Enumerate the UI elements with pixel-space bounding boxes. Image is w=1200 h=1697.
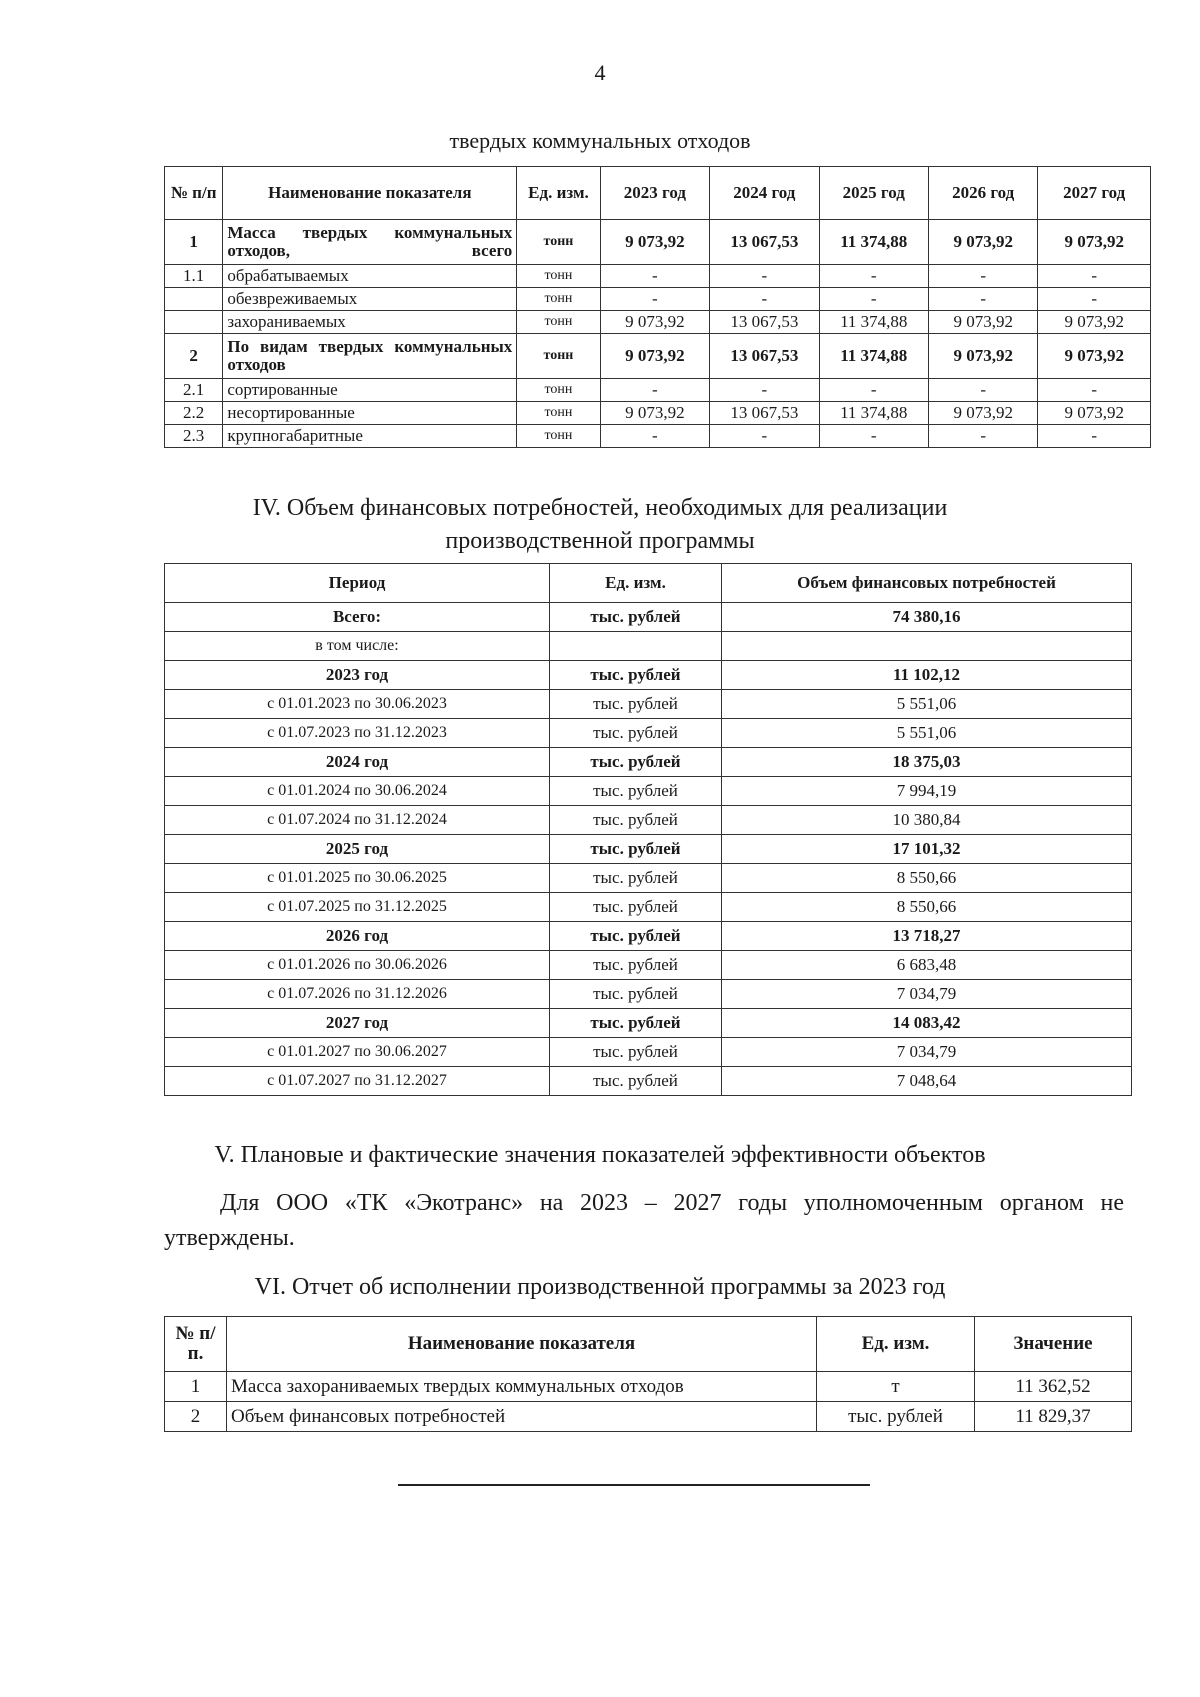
row-value: - — [1038, 265, 1151, 288]
table-row — [165, 893, 1132, 922]
table-row — [165, 864, 1132, 893]
row-value: - — [710, 379, 819, 402]
row-unit: тыс. рублей — [550, 661, 722, 690]
row-value: 9 073,92 — [600, 311, 709, 334]
table-row — [165, 980, 1132, 1009]
row-name: По видам твердых коммунальных отходов — [223, 334, 517, 379]
row-value: 9 073,92 — [928, 311, 1037, 334]
row-value: 7 034,79 — [722, 980, 1132, 1009]
section6-title: VI. Отчет об исполнении производственной программы за 2023 год — [254, 1274, 946, 1300]
table-row — [165, 288, 1151, 311]
row-num: 2.2 — [165, 402, 223, 425]
row-period: с 01.07.2023 по 31.12.2023 — [165, 719, 550, 748]
table-row — [165, 719, 1132, 748]
row-value: 11 102,12 — [722, 661, 1132, 690]
row-unit: тыс. рублей — [550, 922, 722, 951]
row-value: 13 067,53 — [710, 220, 819, 265]
row-value: 9 073,92 — [1038, 334, 1151, 379]
row-value: - — [819, 379, 928, 402]
row-num: 2 — [165, 334, 223, 379]
table-row — [165, 220, 1151, 265]
col-header-2025: 2025 год — [819, 167, 928, 220]
row-period: 2025 год — [165, 835, 550, 864]
execution-report-table — [164, 1316, 1132, 1432]
financial-needs-table — [164, 563, 1132, 1096]
row-value: 9 073,92 — [600, 220, 709, 265]
row-unit: тыс. рублей — [550, 864, 722, 893]
row-value: 5 551,06 — [722, 690, 1132, 719]
table-header-row — [165, 1317, 1132, 1372]
row-value: 11 374,88 — [819, 220, 928, 265]
row-unit: тонн — [517, 402, 600, 425]
col-header-value: Значение — [975, 1317, 1132, 1372]
row-unit: тыс. рублей — [550, 690, 722, 719]
col-header-num: № п/п. — [165, 1317, 227, 1372]
row-num — [165, 288, 223, 311]
table-row — [165, 748, 1132, 777]
row-value: 7 034,79 — [722, 1038, 1132, 1067]
row-value: - — [819, 265, 928, 288]
row-value: 10 380,84 — [722, 806, 1132, 835]
section4-title — [0, 492, 1200, 558]
row-num: 1.1 — [165, 265, 223, 288]
row-period: в том числе: — [165, 632, 550, 661]
col-header-2026: 2026 год — [928, 167, 1037, 220]
col-header-volume: Объем финансовых потребностей — [722, 564, 1132, 603]
row-value: 9 073,92 — [928, 220, 1037, 265]
row-value: - — [1038, 425, 1151, 448]
row-value: - — [928, 265, 1037, 288]
row-value: 9 073,92 — [928, 334, 1037, 379]
col-header-name: Наименование показателя — [223, 167, 517, 220]
row-unit: тыс. рублей — [550, 1038, 722, 1067]
row-value: 8 550,66 — [722, 864, 1132, 893]
table-row — [165, 835, 1132, 864]
row-value: 11 374,88 — [819, 311, 928, 334]
row-value: - — [928, 288, 1037, 311]
row-value: 5 551,06 — [722, 719, 1132, 748]
row-value: 13 067,53 — [710, 402, 819, 425]
row-unit: тыс. рублей — [550, 748, 722, 777]
row-value: 74 380,16 — [722, 603, 1132, 632]
row-name: сортированные — [223, 379, 517, 402]
row-value: 9 073,92 — [1038, 402, 1151, 425]
col-header-num: № п/п — [165, 167, 223, 220]
row-unit: тонн — [517, 425, 600, 448]
row-name: несортированные — [223, 402, 517, 425]
waste-mass-table — [164, 166, 1151, 448]
page-number: 4 — [594, 60, 606, 85]
row-unit — [550, 632, 722, 661]
table-row — [165, 265, 1151, 288]
row-num: 2.1 — [165, 379, 223, 402]
row-unit: т — [817, 1372, 975, 1402]
row-name: Масса твердых коммунальных отходов, всего — [223, 220, 517, 265]
row-name: Объем финансовых потребностей — [227, 1402, 817, 1432]
row-value: 11 829,37 — [975, 1402, 1132, 1432]
row-num — [165, 311, 223, 334]
table-header-row — [165, 564, 1132, 603]
row-value: - — [819, 425, 928, 448]
table-row — [165, 1402, 1132, 1432]
row-period: с 01.01.2024 по 30.06.2024 — [165, 777, 550, 806]
row-unit: тыс. рублей — [550, 806, 722, 835]
col-header-2027: 2027 год — [1038, 167, 1151, 220]
row-num: 2 — [165, 1402, 227, 1432]
row-value: - — [600, 265, 709, 288]
row-period: с 01.07.2025 по 31.12.2025 — [165, 893, 550, 922]
row-num: 1 — [165, 220, 223, 265]
row-value: 9 073,92 — [1038, 220, 1151, 265]
row-value: - — [819, 288, 928, 311]
row-unit: тыс. рублей — [550, 980, 722, 1009]
table-row — [165, 777, 1132, 806]
col-header-period: Период — [165, 564, 550, 603]
table-row — [165, 1038, 1132, 1067]
table-row — [165, 1372, 1132, 1402]
table-row — [165, 661, 1132, 690]
row-value: 13 067,53 — [710, 334, 819, 379]
col-header-unit: Ед. изм. — [517, 167, 600, 220]
row-unit: тонн — [517, 379, 600, 402]
row-unit: тонн — [517, 265, 600, 288]
row-value: 9 073,92 — [600, 402, 709, 425]
row-unit: тыс. рублей — [550, 777, 722, 806]
row-value: 17 101,32 — [722, 835, 1132, 864]
row-value: 13 067,53 — [710, 311, 819, 334]
row-value: 8 550,66 — [722, 893, 1132, 922]
row-period: с 01.07.2027 по 31.12.2027 — [165, 1067, 550, 1096]
row-unit: тыс. рублей — [550, 951, 722, 980]
row-period: 2023 год — [165, 661, 550, 690]
section5-title: V. Плановые и фактические значения показателей эффективности объектов — [214, 1142, 986, 1168]
row-unit: тыс. рублей — [550, 603, 722, 632]
col-header-2023: 2023 год — [600, 167, 709, 220]
table-row — [165, 922, 1132, 951]
row-unit: тыс. рублей — [817, 1402, 975, 1432]
row-value: 18 375,03 — [722, 748, 1132, 777]
row-period: с 01.01.2025 по 30.06.2025 — [165, 864, 550, 893]
table-row — [165, 1009, 1132, 1038]
row-value: 11 362,52 — [975, 1372, 1132, 1402]
table-row — [165, 1067, 1132, 1096]
row-value: 7 994,19 — [722, 777, 1132, 806]
row-value: 9 073,92 — [928, 402, 1037, 425]
row-unit: тыс. рублей — [550, 835, 722, 864]
col-header-2024: 2024 год — [710, 167, 819, 220]
row-value: 14 083,42 — [722, 1009, 1132, 1038]
row-period: 2026 год — [165, 922, 550, 951]
row-name: обезвреживаемых — [223, 288, 517, 311]
row-value: - — [928, 425, 1037, 448]
row-name: захораниваемых — [223, 311, 517, 334]
table-row — [165, 402, 1151, 425]
row-value: - — [600, 425, 709, 448]
row-period: 2027 год — [165, 1009, 550, 1038]
row-unit: тыс. рублей — [550, 893, 722, 922]
row-unit: тонн — [517, 288, 600, 311]
row-value: 9 073,92 — [1038, 311, 1151, 334]
row-period: 2024 год — [165, 748, 550, 777]
table-row — [165, 632, 1132, 661]
table-header-row — [165, 167, 1151, 220]
row-period: Всего: — [165, 603, 550, 632]
row-unit: тонн — [517, 220, 600, 265]
row-name: Масса захораниваемых твердых коммунальных отходов — [227, 1372, 817, 1402]
row-value: 13 718,27 — [722, 922, 1132, 951]
row-value: - — [1038, 379, 1151, 402]
row-period: с 01.07.2024 по 31.12.2024 — [165, 806, 550, 835]
row-value: - — [928, 379, 1037, 402]
table-row — [165, 603, 1132, 632]
row-value: 11 374,88 — [819, 334, 928, 379]
row-name: крупногабаритные — [223, 425, 517, 448]
row-value: - — [710, 288, 819, 311]
col-header-unit: Ед. изм. — [817, 1317, 975, 1372]
row-value: - — [710, 265, 819, 288]
row-value: - — [600, 288, 709, 311]
row-value: 9 073,92 — [600, 334, 709, 379]
section4-title-line2: производственной программы — [445, 528, 755, 554]
col-header-name: Наименование показателя — [227, 1317, 817, 1372]
section4-title-line1: IV. Объем финансовых потребностей, необходимых для реализации — [252, 495, 948, 521]
col-header-unit: Ед. изм. — [550, 564, 722, 603]
row-value — [722, 632, 1132, 661]
row-unit: тыс. рублей — [550, 1067, 722, 1096]
row-unit: тонн — [517, 311, 600, 334]
table-row — [165, 951, 1132, 980]
row-name: обрабатываемых — [223, 265, 517, 288]
row-value: 11 374,88 — [819, 402, 928, 425]
row-value: 6 683,48 — [722, 951, 1132, 980]
row-num: 2.3 — [165, 425, 223, 448]
row-value: - — [1038, 288, 1151, 311]
table-row — [165, 806, 1132, 835]
row-period: с 01.07.2026 по 31.12.2026 — [165, 980, 550, 1009]
table-row — [165, 379, 1151, 402]
table-row — [165, 690, 1132, 719]
table-row — [165, 311, 1151, 334]
section5-text: Для ООО «ТК «Экотранс» на 2023 – 2027 годы уполномоченным органом не утверждены. — [164, 1190, 1124, 1251]
row-period: с 01.01.2027 по 30.06.2027 — [165, 1038, 550, 1067]
table-row — [165, 334, 1151, 379]
row-period: с 01.01.2026 по 30.06.2026 — [165, 951, 550, 980]
row-value: 7 048,64 — [722, 1067, 1132, 1096]
row-unit: тонн — [517, 334, 600, 379]
row-period: с 01.01.2023 по 30.06.2023 — [165, 690, 550, 719]
row-num: 1 — [165, 1372, 227, 1402]
end-divider — [398, 1484, 870, 1486]
row-value: - — [600, 379, 709, 402]
row-unit: тыс. рублей — [550, 719, 722, 748]
row-value: - — [710, 425, 819, 448]
table-row — [165, 425, 1151, 448]
row-unit: тыс. рублей — [550, 1009, 722, 1038]
table1-caption: твердых коммунальных отходов — [449, 128, 751, 153]
